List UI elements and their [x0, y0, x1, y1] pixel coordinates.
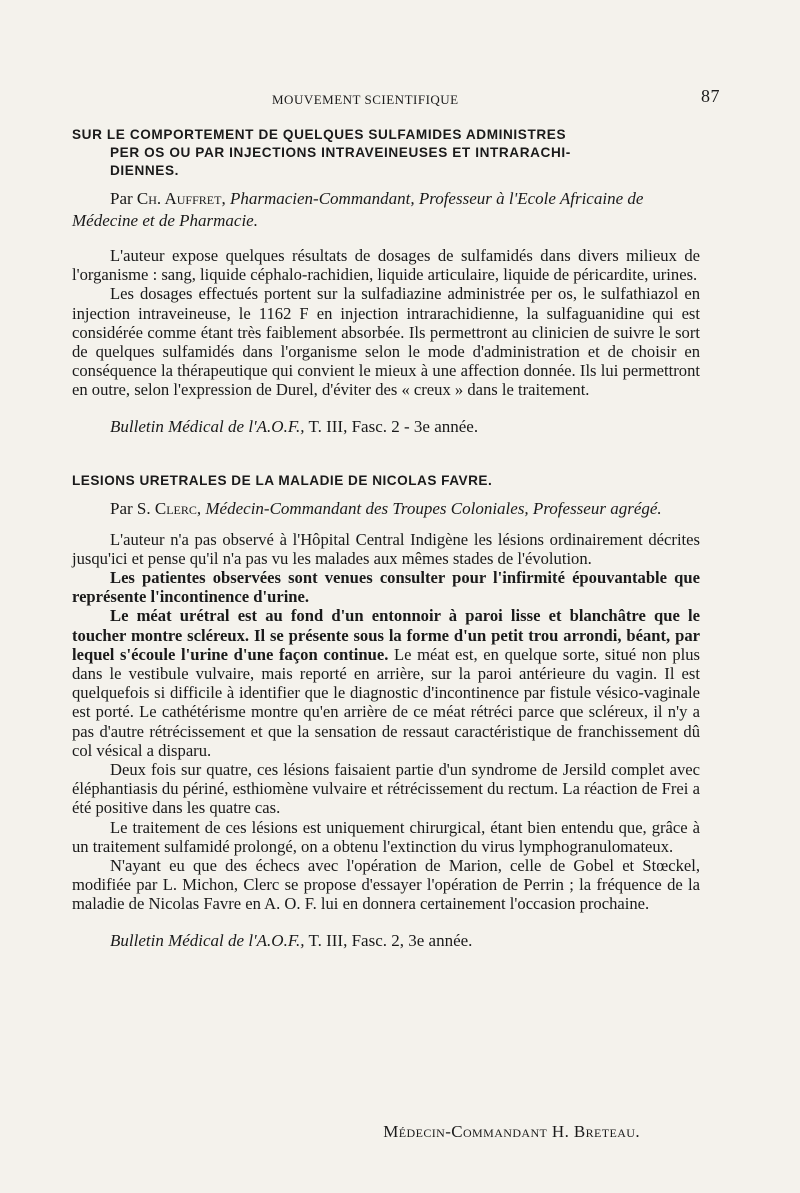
- article1-heading-line3: DIENNES.: [110, 163, 180, 178]
- article2-source: [72, 930, 700, 952]
- article1-byline: [72, 188, 700, 232]
- article2-byline-par: Par: [110, 498, 137, 518]
- article1-paragraph-2: Les dosages effectués portent sur la sulfadiazine administrée per os, le sulfathiazol en injection intraveineuse, le 1162 F en injection intrarachidienne, la sulfaguanidine qui est considérée comme étant très faiblement absorbée. Ils permettront au clinicien de suivre le sort de quelques sulfamidés dans l'organisme selon le mode d'administration et de choisir en conséquence la thérapeutique qui convient le mieux à une affection donnée. Ils lui permettront en outre, selon l'expression de Durel, d'éviter des « creux » dans le traitement.: [72, 284, 700, 400]
- article2-paragraph-4: Deux fois sur quatre, ces lésions faisaient partie d'un syndrome de Jersild complet avec éléphantiasis du périné, esthiomène vulvaire et rétrécissement du rectum. La réaction de Frei a été positive dans les quatre cas.: [72, 760, 700, 818]
- article2-paragraph-6: N'ayant eu que des échecs avec l'opération de Marion, celle de Gobel et Stœckel, modifiée par L. Michon, Clerc se propose d'essayer l'opération de Perrin ; la fréquence de la maladie de Nicolas Favre en A. O. F. lui en donnera certainement l'occasion prochaine.: [72, 856, 700, 914]
- article1-heading: [72, 126, 700, 180]
- article1-author: Ch. Auffret,: [136, 189, 226, 208]
- article1-paragraph-1: L'auteur expose quelques résultats de dosages de sulfamidés dans divers milieux de l'organisme : sang, liquide céphalo-rachidien, liquide articulaire, liquide de péricardite, urines.: [72, 246, 700, 285]
- article1-source-details: T. III, Fasc. 2 - 3e année.: [304, 416, 479, 436]
- article1-heading-line2: PER OS OU PAR INJECTIONS INTRAVEINEUSES ET INTRARACHI-: [110, 145, 571, 160]
- article2-heading: LESIONS URETRALES DE LA MALADIE DE NICOLAS FAVRE.: [72, 472, 493, 488]
- article1-source: [72, 416, 700, 438]
- page-number: 87: [701, 86, 720, 106]
- article1-heading-line1: SUR LE COMPORTEMENT DE QUELQUES SULFAMIDES ADMINISTRES: [72, 127, 567, 142]
- article2-byline: [72, 498, 700, 520]
- article2-paragraph-5: Le traitement de ces lésions est uniquement chirurgical, étant bien entendu que, grâce à un traitement sulfamidé prolongé, on a obtenu l'extinction du virus lymphogranulomateux.: [72, 817, 700, 856]
- article2-paragraph-3-bold: Le méat urétral est au fond d'un entonnoir à paroi lisse et blanchâtre que le toucher montre scléreux. Il se présente sous la forme d'un petit trou arrondi, béant, par lequel s'écoule l'urine d'une façon continue.: [72, 606, 700, 664]
- article1-author-role: Pharmacien-Commandant, Professeur à l'Ecole Africaine de Médecine et de Pharmacie.: [72, 189, 644, 230]
- article2-paragraph-2-text: Les patientes observées sont venues consulter pour l'infirmité épouvantable que représente l'incontinence d'urine.: [72, 568, 700, 607]
- running-head-title: MOUVEMENT SCIENTIFIQUE: [272, 92, 459, 107]
- article2-paragraph-2: [72, 568, 700, 606]
- article2-source-title: Bulletin Médical de l'A.O.F.,: [110, 930, 305, 950]
- article2-paragraph-1: L'auteur n'a pas observé à l'Hôpital Central Indigène les lésions ordinairement décrites jusqu'ici et pense qu'il n'a pas vu les malades aux mêmes stades de l'évolution.: [72, 529, 700, 568]
- running-head: [72, 86, 720, 108]
- signature: Médecin-Commandant H. Breteau.: [383, 1122, 640, 1141]
- article2-paragraph-3-rest: Le méat est, en quelque sorte, situé non plus dans le vestibule vulvaire, mais reporté en arrière, sur la paroi antérieure du vagin. Il est quelquefois si difficile à identifier que le diagnostic d'incontinence par fistule vésico-vaginale est porté. Le cathétérisme montre qu'en arrière de ce méat rétréci parce que scléreux, il n'y a pas d'autre rétrécissement et que la sensation de ressaut caractéristique de franchissement dû col vésical a disparu.: [72, 644, 700, 760]
- article2-paragraph-3: [72, 606, 700, 760]
- article2-source-details: T. III, Fasc. 2, 3e année.: [304, 930, 473, 950]
- article1-byline-par: Par: [110, 189, 137, 208]
- article2-author: S. Clerc,: [136, 498, 202, 518]
- article1-source-title: Bulletin Médical de l'A.O.F.,: [110, 416, 305, 436]
- article2-author-role: Médecin-Commandant des Troupes Coloniales, Professeur agrégé.: [201, 498, 662, 518]
